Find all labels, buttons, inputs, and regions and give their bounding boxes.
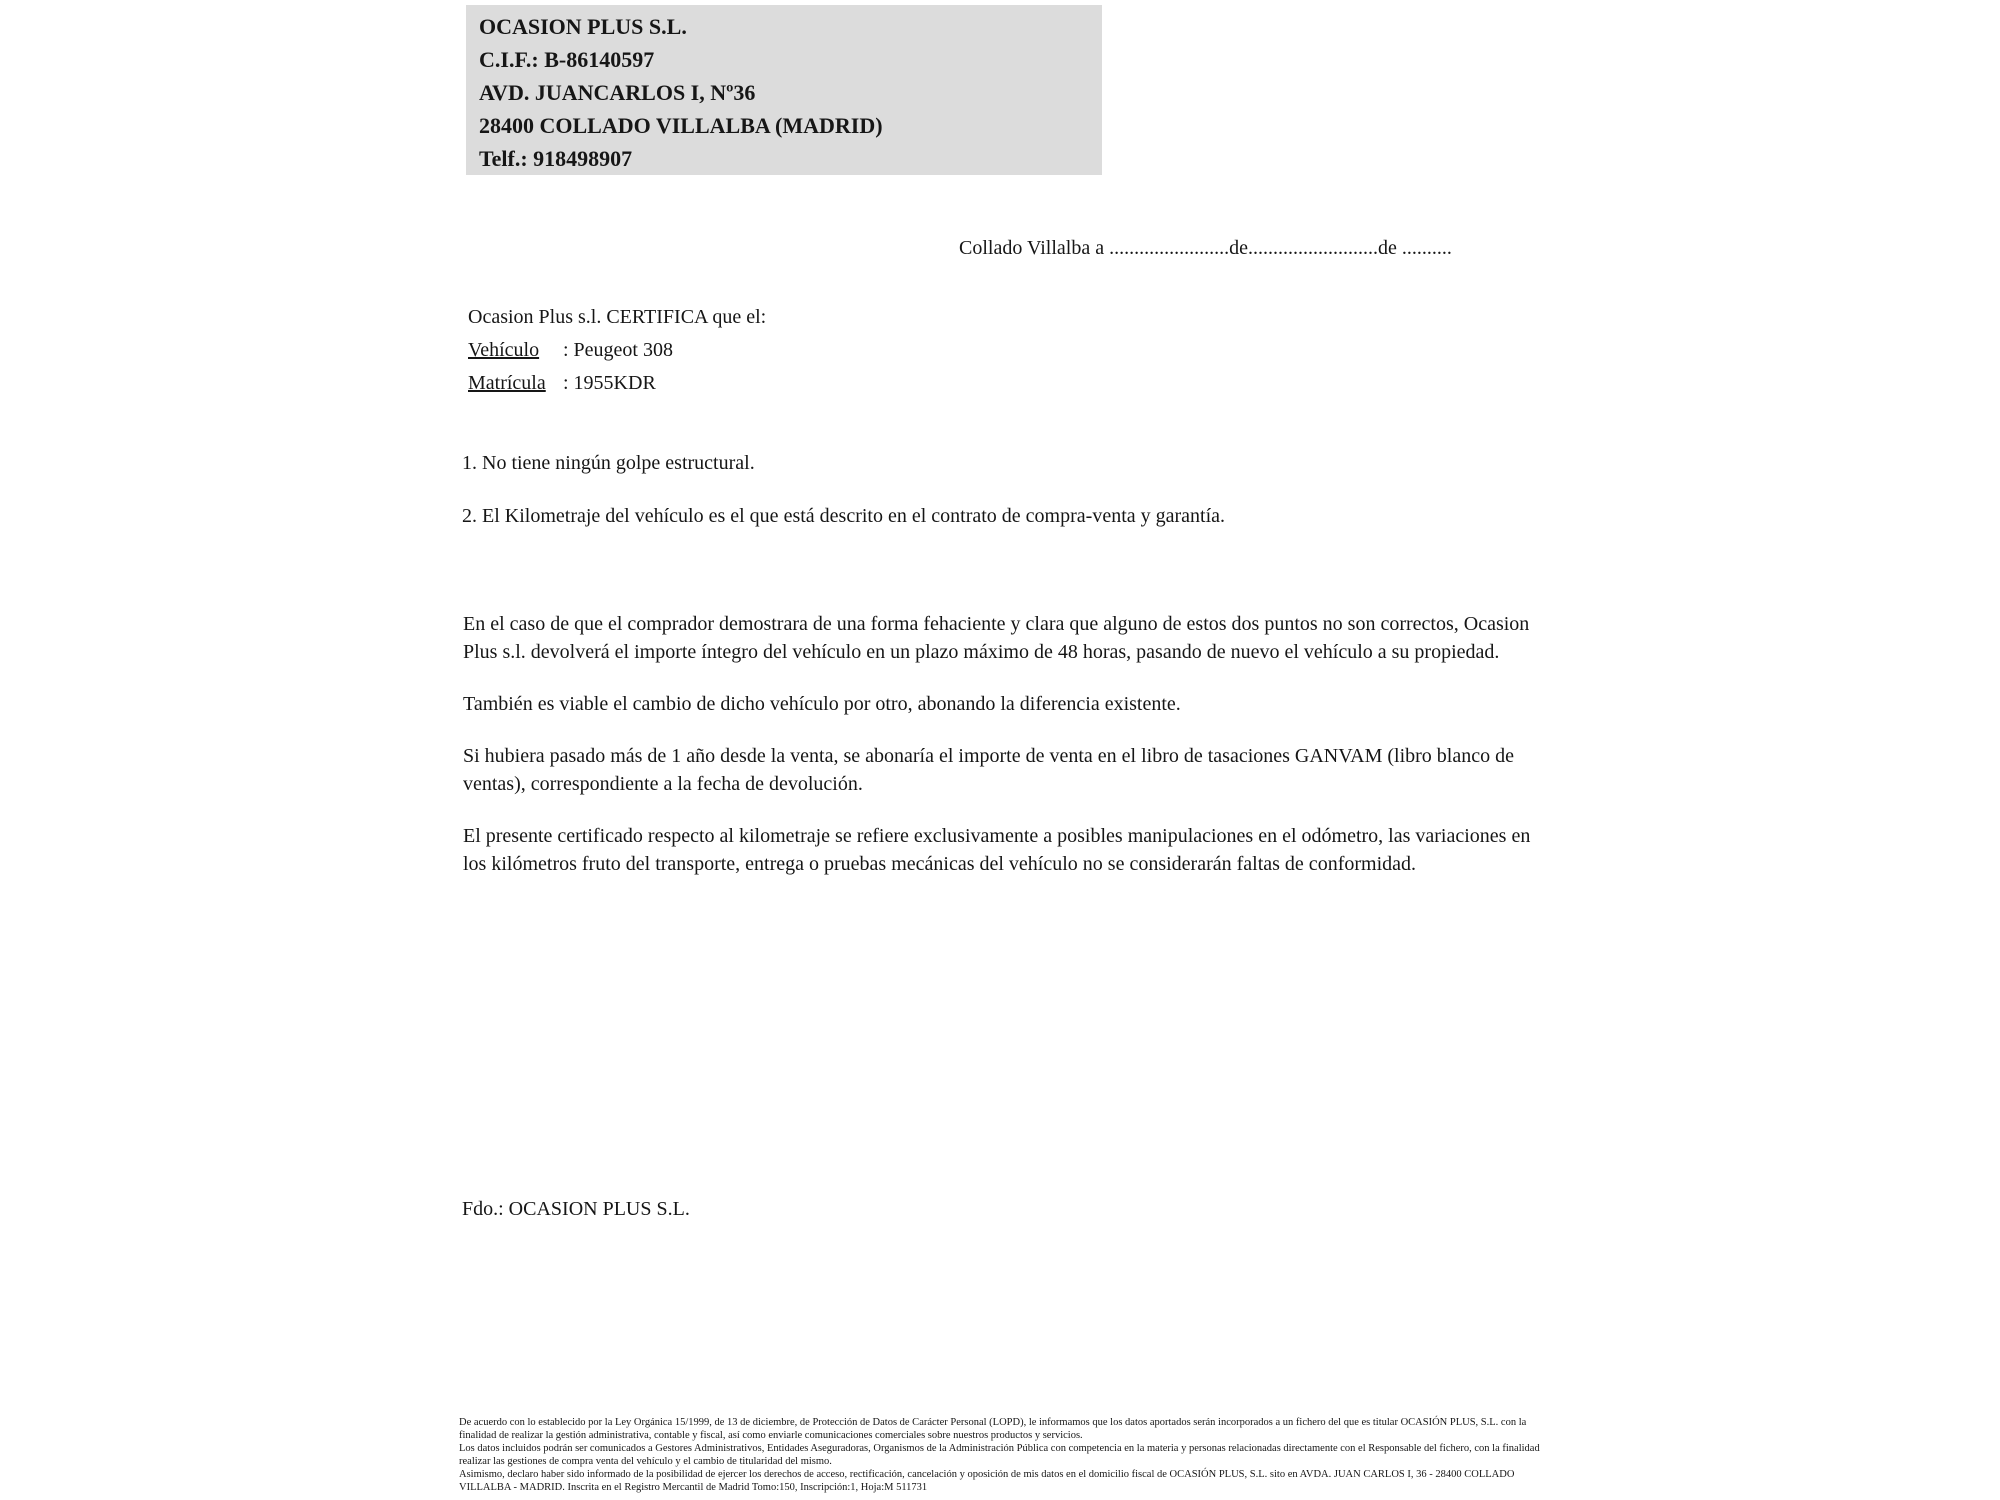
plate-row — [468, 367, 766, 400]
legal-lopd-notice: De acuerdo con lo establecido por la Ley Orgánica 15/1999, de 13 de diciembre, de Protección de Datos de Carácter Personal (LOPD), le informamos que los datos aportados serán incorporados a un fichero del que es titular OCASIÓN PLUS, S.L. con la finalidad de realizar la gestión administrativa, contable y fiscal, así como enviarle comunicaciones comerciales sobre nuestros productos y servicios. — [459, 1417, 1527, 1441]
legal-fine-print — [459, 1416, 1551, 1494]
signature-line: Fdo.: OCASION PLUS S.L. — [462, 1198, 690, 1220]
company-cif: C.I.F.: B-86140597 — [479, 47, 655, 72]
company-city: 28400 COLLADO VILLALBA (MADRID) — [479, 113, 883, 138]
legal-data-sharing-notice: Los datos incluidos podrán ser comunicados a Gestores Administrativos, Entidades Aseguradoras, Organismos de la Administración Pública con competencia en la materia y personas relacionadas directamente con el Responsable del fichero, con la finalidad realizar las gestiones de compra venta del vehículo y el cambio de titularidad del mismo. — [459, 1443, 1540, 1467]
certificate-intro: Ocasion Plus s.l. CERTIFICA que el: — [468, 306, 767, 328]
plate-value: : 1955KDR — [563, 372, 656, 394]
vehicle-label: Vehículo — [468, 339, 540, 361]
company-address: AVD. JUANCARLOS I, Nº36 — [479, 80, 756, 105]
paragraph-refund-terms: En el caso de que el comprador demostrara de una forma fehaciente y clara que alguno de estos dos puntos no son correctos, Ocasion Plus s.l. devolverá el importe íntegro del vehículo en un plazo máximo de 48 horas, pasando de nuevo el vehículo a su propiedad. — [463, 613, 1530, 663]
vehicle-row — [468, 334, 766, 367]
certificate-block — [468, 301, 766, 400]
company-phone: Telf.: 918498907 — [479, 146, 633, 171]
plate-label: Matrícula — [468, 372, 546, 394]
legal-rights-registry-notice: Asimismo, declaro haber sido informado de la posibilidad de ejercer los derechos de acceso, rectificación, cancelación y oposición de mis datos en el domicilio fiscal de OCASIÓN PLUS, S.L. sito en AVDA. JUAN CARLOS I, 36 - 28400 COLLADO VILLALBA - MADRID. Inscrita en el Registro Mercantil de Madrid Tomo:150, Inscripción:1, Hoja:M 511731 — [459, 1469, 1515, 1493]
company-name: OCASION PLUS S.L. — [479, 14, 687, 39]
date-fill-in-line: Collado Villalba a ........................de..........................de .......... — [959, 237, 1452, 259]
company-header-block — [466, 5, 1102, 175]
paragraph-odometer-disclaimer: El presente certificado respecto al kilometraje se refiere exclusivamente a posibles manipulaciones en el odómetro, las variaciones en los kilómetros fruto del transporte, entrega o pruebas mecánicas del vehículo no se considerarán faltas de conformidad. — [463, 825, 1531, 875]
body-paragraphs — [463, 610, 1543, 902]
certified-point-2: 2. El Kilometraje del vehículo es el que está descrito en el contrato de compra-venta y garantía. — [462, 505, 1226, 527]
vehicle-value: : Peugeot 308 — [563, 339, 673, 361]
certified-point-1: 1. No tiene ningún golpe estructural. — [462, 452, 755, 474]
paragraph-exchange-option: También es viable el cambio de dicho vehículo por otro, abonando la diferencia existente. — [463, 693, 1181, 715]
paragraph-ganvam-valuation: Si hubiera pasado más de 1 año desde la venta, se abonaría el importe de venta en el libro de tasaciones GANVAM (libro blanco de ventas), correspondiente a la fecha de devolución. — [463, 745, 1514, 795]
